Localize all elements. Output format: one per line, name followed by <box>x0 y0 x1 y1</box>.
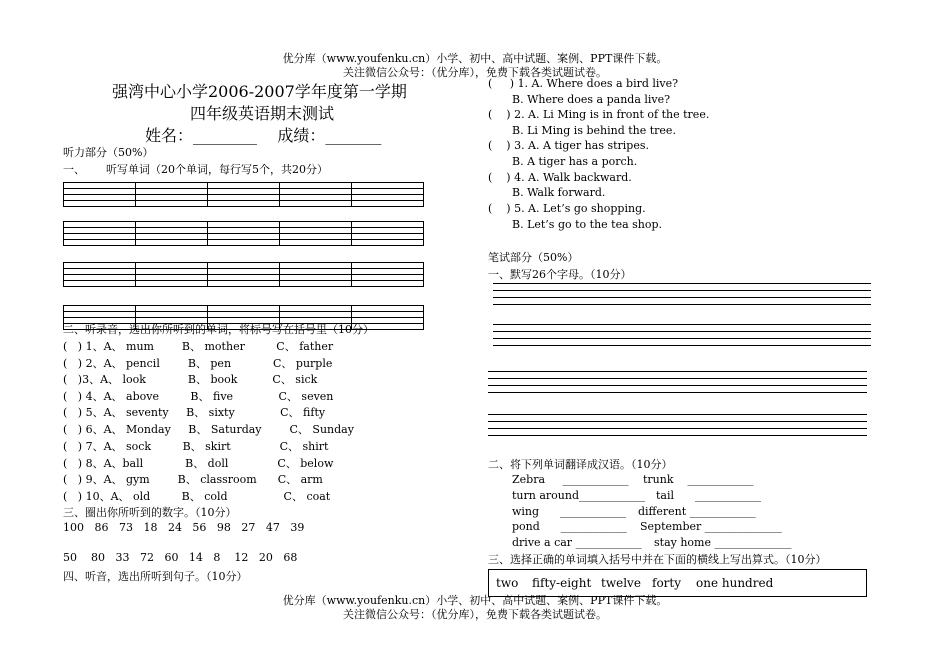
dictation-grid-2[interactable] <box>63 221 424 246</box>
sentence-3-a: ( ) 3. A. A tiger has stripes. <box>488 139 649 152</box>
header-line-1: 优分库（www.youfenku.cn）小学、初中、高中试题、案例、PPT课件下载。 <box>282 52 668 65</box>
sentence-4-b: B. Walk forward. <box>512 186 606 199</box>
writing-line <box>493 345 871 346</box>
numbers-row-2: 50 80 33 72 60 14 8 12 20 68 <box>63 551 298 564</box>
exam-title: 四年级英语期末测试 <box>190 104 335 123</box>
translate-3-left: wing ____________ <box>512 505 627 518</box>
name-score-line: 姓名：________ 成绩：_______ <box>145 126 382 145</box>
school-title: 强湾中心小学2006-2007学年度第一学期 <box>112 82 407 101</box>
numbers-row-1: 100 86 73 18 24 56 98 27 47 39 <box>63 521 305 534</box>
choice-item-7: ( ) 7、A、 sock B、 skirt C、 shirt <box>63 440 329 453</box>
sentence-1-a: ( ) 1. A. Where does a bird live? <box>488 77 679 90</box>
writing-line <box>488 371 867 372</box>
sentence-1-b: B. Where does a panda live? <box>512 93 671 106</box>
choice-item-8: ( ) 8、A、ball B、 doll C、 below <box>63 457 334 470</box>
translate-4-right: September ______________ <box>640 520 782 533</box>
dictation-grid-3[interactable] <box>63 262 424 287</box>
sentence-5-b: B. Let’s go to the tea shop. <box>512 218 663 231</box>
sentence-3-b: B. A tiger has a porch. <box>512 155 638 168</box>
translate-2-right: tail ____________ <box>656 489 761 502</box>
word-option: twelve <box>601 576 641 590</box>
writing-line <box>488 421 867 422</box>
footer-line-1: 优分库（www.youfenku.cn）小学、初中、高中试题、案例、PPT课件下载。 <box>282 594 668 607</box>
writing-line <box>493 297 871 298</box>
choice-item-10: ( ) 10、A、 old B、 cold C、 coat <box>63 490 331 503</box>
writing-line <box>488 392 867 393</box>
footer-line-2: 关注微信公众号：（优分库），免费下载各类试题试卷。 <box>343 608 607 621</box>
writing-line <box>488 414 867 415</box>
writing-line <box>493 338 871 339</box>
written-q2-title: 二、将下列单词翻译成汉语。（10分） <box>488 458 673 471</box>
translate-1-left: Zebra ____________ <box>512 473 629 486</box>
listening-q3-title: 三、圈出你所听到的数字。（10分） <box>63 506 237 519</box>
writing-line <box>488 428 867 429</box>
writing-line <box>493 331 871 332</box>
translate-4-left: pond ____________ <box>512 520 627 533</box>
listening-heading: 听力部分（50%） <box>63 146 154 159</box>
sentence-4-a: ( ) 4. A. Walk backward. <box>488 171 632 184</box>
word-option: one hundred <box>696 576 774 590</box>
word-option: forty <box>652 576 682 590</box>
word-option: fifty-eight <box>532 576 592 590</box>
translate-5-right: stay home ______________ <box>654 536 792 549</box>
writing-line <box>488 385 867 386</box>
written-q3-title: 三、选择正确的单词填入括号中并在下面的横线上写出算式。（10分） <box>488 553 827 566</box>
listening-q1-title: 一、 听写单词（20个单词，每行写5个，共20分） <box>63 163 328 176</box>
choice-item-9: ( ) 9、A、 gym B、 classroom C、 arm <box>63 473 323 486</box>
writing-line <box>493 283 871 284</box>
sentence-2-a: ( ) 2. A. Li Ming is in front of the tree. <box>488 108 710 121</box>
translate-2-left: turn around____________ <box>512 489 645 502</box>
choice-item-4: ( ) 4、A、 above B、 five C、 seven <box>63 390 334 403</box>
choice-item-6: ( ) 6、A、 Monday B、 Saturday C、 Sunday <box>63 423 354 436</box>
listening-q4-title: 四、听音，选出所听到句子。（10分） <box>63 570 248 583</box>
writing-line <box>493 324 871 325</box>
translate-3-right: different ____________ <box>638 505 756 518</box>
dictation-grid-1[interactable] <box>63 182 424 207</box>
translate-1-right: trunk ____________ <box>643 473 754 486</box>
translate-5-left: drive a car ____________ <box>512 536 642 549</box>
choice-item-3: ( )3、A、 look B、 book C、 sick <box>63 373 318 386</box>
sentence-2-b: B. Li Ming is behind the tree. <box>512 124 676 137</box>
listening-q2-title: 二、听录音，选出你所听到的单词，将标号写在括号里（10分） <box>63 323 374 336</box>
written-heading: 笔试部分（50%） <box>488 251 579 264</box>
header-line-2: 关注微信公众号：（优分库），免费下载各类试题试卷。 <box>343 66 607 79</box>
writing-line <box>493 290 871 291</box>
writing-line <box>488 378 867 379</box>
word-option: two <box>496 576 519 590</box>
choice-item-1: ( ) 1、A、 mum B、 mother C、 father <box>63 340 334 353</box>
writing-line <box>488 435 867 436</box>
choice-item-5: ( ) 5、A、 seventy B、 sixty C、 fifty <box>63 406 326 419</box>
choice-item-2: ( ) 2、A、 pencil B、 pen C、 purple <box>63 357 333 370</box>
writing-line <box>493 304 871 305</box>
sentence-5-a: ( ) 5. A. Let’s go shopping. <box>488 202 646 215</box>
written-q1-title: 一、默写26个字母。（10分） <box>488 268 632 281</box>
